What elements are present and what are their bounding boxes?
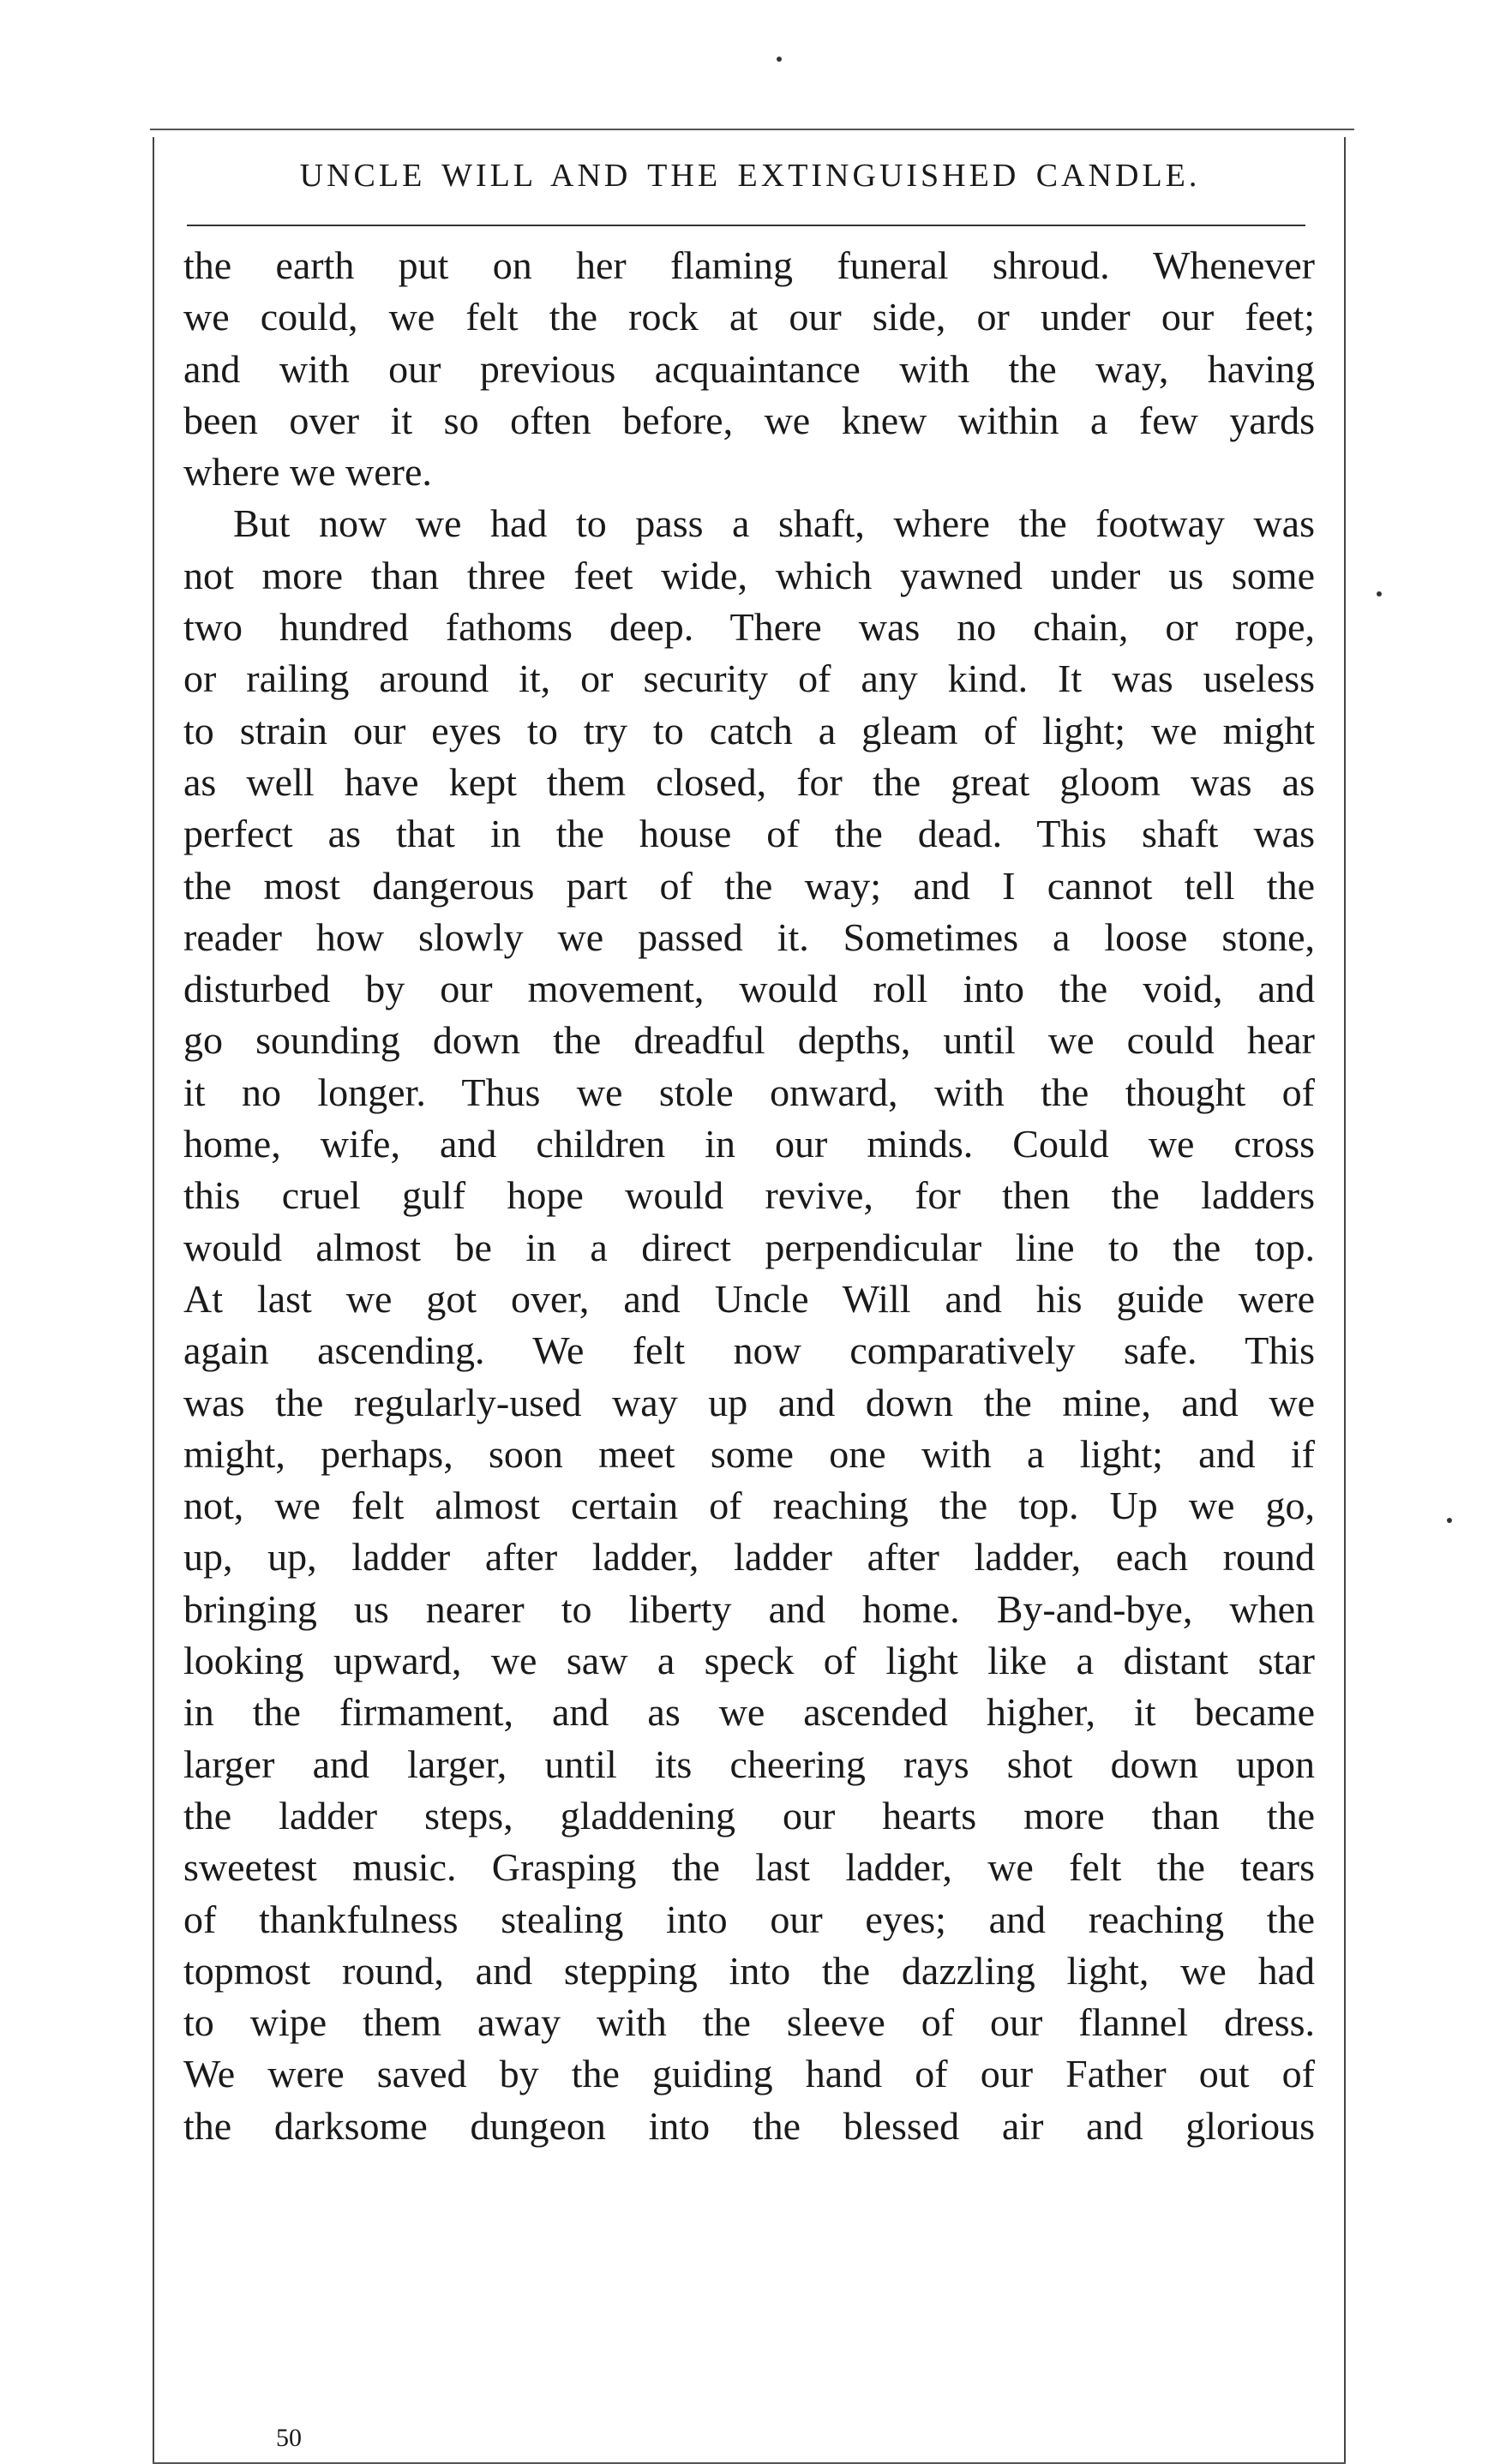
- text-line: been over it so often before, we knew within a few yards: [183, 398, 1315, 442]
- text-line: the most dangerous part of the way; and I cannot tell the: [183, 863, 1315, 908]
- text-line: the ladder steps, gladdening our hearts more than the: [183, 1793, 1315, 1838]
- text-line: in the firmament, and as we ascended higher, it became: [183, 1690, 1315, 1735]
- text-line: At last we got over, and Uncle Will and his guide were: [183, 1276, 1315, 1321]
- text-line: where we were.: [183, 450, 432, 495]
- page-number: 50: [276, 2424, 302, 2452]
- margin-mark: [1447, 1518, 1452, 1523]
- text-line: not, we felt almost certain of reaching the top. Up we go,: [183, 1484, 1315, 1528]
- running-title: UNCLE WILL AND THE EXTINGUISHED CANDLE.: [299, 158, 1201, 194]
- text-line: sweetest music. Grasping the last ladder, we felt the tears: [183, 1845, 1315, 1890]
- text-line: of thankfulness stealing into our eyes; and reaching the: [183, 1897, 1315, 1941]
- text-line: home, wife, and children in our minds. Could we cross: [183, 1122, 1315, 1166]
- frame-right-border: [1344, 137, 1346, 2464]
- frame-left-border: [153, 137, 154, 2464]
- header-rule: [187, 225, 1305, 226]
- top-rule: [150, 129, 1354, 130]
- text-line: as well have kept them closed, for the great gloom was as: [183, 759, 1315, 804]
- text-line: was the regularly-used way up and down the mine, and we: [183, 1380, 1315, 1424]
- text-line: We were saved by the guiding hand of our Father out of: [183, 2052, 1315, 2096]
- text-line: topmost round, and stepping into the dazzling light, we had: [183, 1948, 1315, 1993]
- text-line: it no longer. Thus we stole onward, with the thought of: [183, 1070, 1315, 1114]
- text-line: disturbed by our movement, would roll into the void, and: [183, 967, 1315, 1011]
- margin-mark: [1377, 591, 1382, 597]
- text-line: would almost be in a direct perpendicular line to the top.: [183, 1225, 1315, 1269]
- text-line: this cruel gulf hope would revive, for then the ladders: [183, 1173, 1315, 1218]
- text-line: to strain our eyes to try to catch a gleam of light; we might: [183, 708, 1315, 752]
- text-line: the earth put on her flaming funeral shroud. Whenever: [183, 243, 1315, 287]
- ink-speck: [777, 57, 782, 62]
- text-line: go sounding down the dreadful depths, until we could hear: [183, 1018, 1315, 1063]
- text-line: we could, we felt the rock at our side, or under our feet;: [183, 295, 1315, 339]
- text-line: two hundred fathoms deep. There was no chain, or rope,: [183, 605, 1315, 650]
- text-line: or railing around it, or security of any kind. It was useless: [183, 656, 1315, 701]
- text-line: not more than three feet wide, which yawned under us some: [183, 553, 1315, 597]
- text-line: reader how slowly we passed it. Sometimes a loose stone,: [183, 914, 1315, 959]
- text-line: looking upward, we saw a speck of light like a distant star: [183, 1639, 1315, 1683]
- text-line: But now we had to pass a shaft, where the footway was: [233, 501, 1315, 546]
- text-line: and with our previous acquaintance with the way, having: [183, 346, 1315, 391]
- body-text: [183, 240, 1315, 2152]
- text-line: perfect as that in the house of the dead. This shaft was: [183, 812, 1315, 856]
- text-line: again ascending. We felt now comparatively safe. This: [183, 1328, 1315, 1373]
- text-line: larger and larger, until its cheering rays shot down upon: [183, 1742, 1315, 1786]
- text-line: the darksome dungeon into the blessed air and glorious: [183, 2103, 1315, 2148]
- text-line: might, perhaps, soon meet some one with a light; and if: [183, 1431, 1315, 1476]
- text-line: to wipe them away with the sleeve of our flannel dress.: [183, 2000, 1315, 2045]
- text-line: bringing us nearer to liberty and home. By-and-bye, when: [183, 1586, 1315, 1631]
- text-line: up, up, ladder after ladder, ladder after ladder, each round: [183, 1535, 1315, 1580]
